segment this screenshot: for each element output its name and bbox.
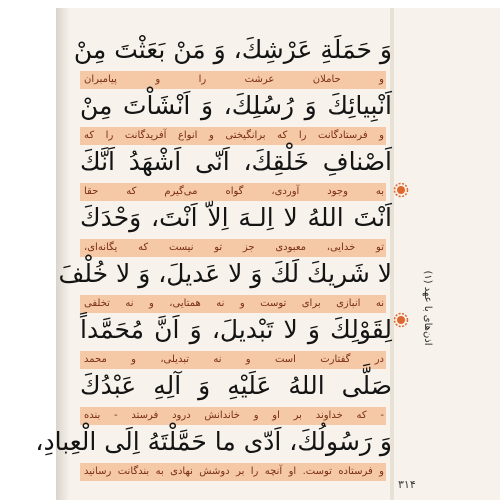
ornament-icon bbox=[393, 182, 409, 198]
ornament-icon bbox=[393, 312, 409, 328]
translation-line: - که خداوند بر او و خاندانش درود فرستد - بنده bbox=[84, 410, 384, 421]
arabic-line: اَنْبِيائِكَ وَ رُسُلِكَ، وَ اَنْشَاْتَ مِنْ bbox=[80, 91, 392, 120]
page-number: ۳۱۴ bbox=[398, 478, 416, 491]
translation-line: و فرستاده توست. او آنچه را بر دوشش نهادی به بندگانت رسانید bbox=[84, 466, 384, 477]
running-title: اذن‌های با عهد (۱) bbox=[422, 270, 433, 346]
arabic-line: اَنْتَ اللهُ لا اِلـهَ اِلاّ اَنْتَ، وَحْدَكَ bbox=[80, 203, 392, 232]
translation-line: تو خدایی، معبودی جز تو نیست که یگانه‌ای، bbox=[84, 242, 384, 253]
arabic-line: وَ رَسُولُكَ، اَدّى ما حَمَّلْتَهُ اِلَى الْعِبادِ، bbox=[35, 427, 392, 456]
translation-line: به وجود آوردی، گواه می‌گیرم که حقا bbox=[84, 186, 384, 197]
translation-line: نه انبازی برای توست و نه همتایی، و نه تخلفی bbox=[84, 298, 384, 309]
translation-line: و فرستادگانت را که برانگیختی و انواع آفریدگانت را که bbox=[84, 130, 384, 141]
arabic-line: لا شَريكَ لَكَ وَ لا عَديلَ، وَ لا خُلْفَ bbox=[58, 259, 392, 288]
arabic-line: اَصْنافِ خَلْقِكَ، اَنّى اَشْهَدُ اَنَّكَ bbox=[80, 147, 392, 176]
arabic-line: وَ حَمَلَةِ عَرْشِكَ، وَ مَنْ بَعَثْتَ مِنْ bbox=[73, 35, 392, 64]
arabic-line: لِقَوْلِكَ وَ لا تَبْديلَ، وَ اَنَّ مُحَمَّداً bbox=[80, 315, 392, 344]
arabic-line: صَلَّى اللهُ عَلَيْهِ وَ آلِهِ عَبْدُكَ bbox=[80, 371, 392, 400]
translation-line: در گفتارت است و نه تبدیلی، و محمد bbox=[84, 354, 384, 365]
translation-line: و حاملان عرشت را و پیامبران bbox=[84, 74, 384, 85]
